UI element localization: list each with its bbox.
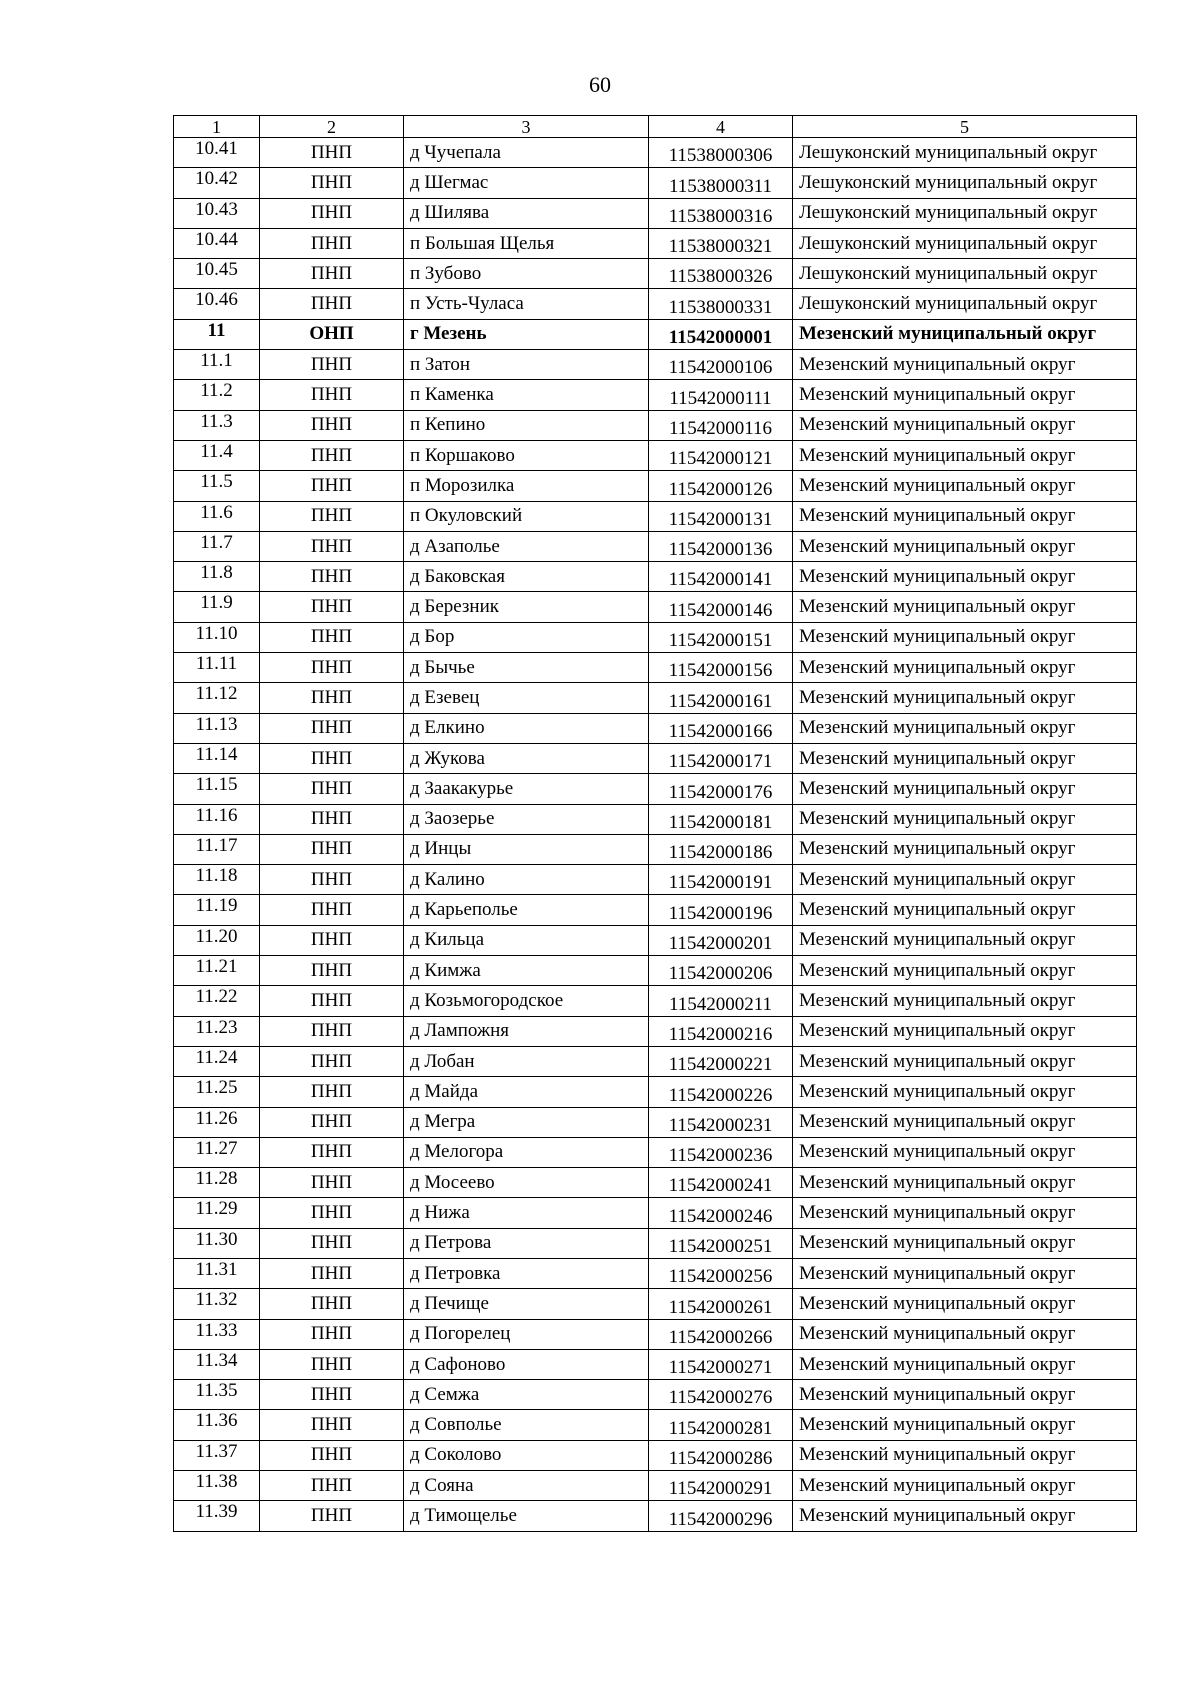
- oktmo-code-cell: 11542000206: [649, 956, 793, 986]
- district-name-cell: Мезенский муниципальный округ: [793, 1471, 1137, 1501]
- row-number-cell: 11.30: [174, 1228, 260, 1258]
- settlement-name-cell: д Сояна: [404, 1471, 649, 1501]
- district-name-cell: Мезенский муниципальный округ: [793, 1077, 1137, 1107]
- settlement-name-cell: д Азаполье: [404, 531, 649, 561]
- oktmo-code-cell: 11538000316: [649, 198, 793, 228]
- row-number-cell: 11.7: [174, 531, 260, 561]
- row-number-cell: 10.41: [174, 138, 260, 168]
- settlements-table: [173, 115, 1137, 1532]
- oktmo-code-cell: 11542000166: [649, 713, 793, 743]
- settlement-type-cell: ПНП: [260, 1501, 404, 1531]
- table-row: [174, 138, 1137, 168]
- district-name-cell: Мезенский муниципальный округ: [793, 865, 1137, 895]
- district-name-cell: Мезенский муниципальный округ: [793, 1198, 1137, 1228]
- settlement-type-cell: ПНП: [260, 350, 404, 380]
- district-name-cell: Мезенский муниципальный округ: [793, 1168, 1137, 1198]
- table-row: [174, 743, 1137, 773]
- table-row: [174, 774, 1137, 804]
- oktmo-code-cell: 11542000201: [649, 925, 793, 955]
- table-row: [174, 1440, 1137, 1470]
- district-name-cell: Лешуконский муниципальный округ: [793, 289, 1137, 319]
- settlement-type-cell: ПНП: [260, 138, 404, 168]
- district-name-cell: Мезенский муниципальный округ: [793, 1107, 1137, 1137]
- oktmo-code-cell: 11542000266: [649, 1319, 793, 1349]
- row-number-cell: 11.35: [174, 1380, 260, 1410]
- settlement-name-cell: д Лампожня: [404, 1016, 649, 1046]
- district-name-cell: Мезенский муниципальный округ: [793, 653, 1137, 683]
- column-header-4: 4: [649, 116, 793, 138]
- settlement-name-cell: д Чучепала: [404, 138, 649, 168]
- settlement-name-cell: п Зубово: [404, 259, 649, 289]
- settlement-name-cell: д Карьеполье: [404, 895, 649, 925]
- settlement-type-cell: ПНП: [260, 1077, 404, 1107]
- district-name-cell: Мезенский муниципальный округ: [793, 1258, 1137, 1288]
- row-number-cell: 11.13: [174, 713, 260, 743]
- row-number-cell: 11.2: [174, 380, 260, 410]
- settlement-type-cell: ПНП: [260, 592, 404, 622]
- table-row: [174, 1046, 1137, 1076]
- row-number-cell: 11.25: [174, 1077, 260, 1107]
- table-row: [174, 1501, 1137, 1531]
- settlement-type-cell: ПНП: [260, 1198, 404, 1228]
- row-number-cell: 11.6: [174, 501, 260, 531]
- oktmo-code-cell: 11542000121: [649, 440, 793, 470]
- settlement-type-cell: ПНП: [260, 259, 404, 289]
- row-number-cell: 11.32: [174, 1289, 260, 1319]
- table-row: [174, 531, 1137, 561]
- table-row: [174, 228, 1137, 258]
- settlement-name-cell: д Калино: [404, 865, 649, 895]
- oktmo-code-cell: 11542000171: [649, 743, 793, 773]
- row-number-cell: 11.9: [174, 592, 260, 622]
- row-number-cell: 11.39: [174, 1501, 260, 1531]
- row-number-cell: 11.33: [174, 1319, 260, 1349]
- table-row: [174, 804, 1137, 834]
- row-number-cell: 11.4: [174, 440, 260, 470]
- table-row: [174, 683, 1137, 713]
- settlement-type-cell: ПНП: [260, 1258, 404, 1288]
- table-row: [174, 1168, 1137, 1198]
- oktmo-code-cell: 11542000176: [649, 774, 793, 804]
- table-row: [174, 289, 1137, 319]
- district-name-cell: Мезенский муниципальный округ: [793, 440, 1137, 470]
- table-row: [174, 1258, 1137, 1288]
- settlement-name-cell: п Кепино: [404, 410, 649, 440]
- table-row: [174, 350, 1137, 380]
- oktmo-code-cell: 11542000281: [649, 1410, 793, 1440]
- settlement-type-cell: ПНП: [260, 834, 404, 864]
- settlement-type-cell: ПНП: [260, 1349, 404, 1379]
- row-number-cell: 10.42: [174, 168, 260, 198]
- row-number-cell: 11.37: [174, 1440, 260, 1470]
- oktmo-code-cell: 11542000231: [649, 1107, 793, 1137]
- district-name-cell: Мезенский муниципальный округ: [793, 622, 1137, 652]
- settlement-type-cell: ПНП: [260, 895, 404, 925]
- district-name-cell: Мезенский муниципальный округ: [793, 1137, 1137, 1167]
- settlement-type-cell: ПНП: [260, 1137, 404, 1167]
- settlement-type-cell: ПНП: [260, 410, 404, 440]
- page-number: 60: [589, 72, 611, 97]
- settlement-name-cell: д Елкино: [404, 713, 649, 743]
- oktmo-code-cell: 11542000261: [649, 1289, 793, 1319]
- table-row: [174, 925, 1137, 955]
- settlement-type-cell: ПНП: [260, 471, 404, 501]
- settlement-type-cell: ПНП: [260, 713, 404, 743]
- settlement-name-cell: п Большая Щелья: [404, 228, 649, 258]
- row-number-cell: 10.45: [174, 259, 260, 289]
- district-name-cell: Мезенский муниципальный округ: [793, 1319, 1137, 1349]
- district-name-cell: Мезенский муниципальный округ: [793, 1410, 1137, 1440]
- table-row: [174, 259, 1137, 289]
- table-header: [174, 116, 1137, 138]
- table-row: [174, 592, 1137, 622]
- district-name-cell: Мезенский муниципальный округ: [793, 1289, 1137, 1319]
- district-name-cell: Мезенский муниципальный округ: [793, 956, 1137, 986]
- settlement-name-cell: д Петрова: [404, 1228, 649, 1258]
- settlement-name-cell: д Кильца: [404, 925, 649, 955]
- settlement-name-cell: д Майда: [404, 1077, 649, 1107]
- settlement-type-cell: ОНП: [260, 319, 404, 349]
- table-row: [174, 319, 1137, 349]
- table-row: [174, 622, 1137, 652]
- row-number-cell: 11.15: [174, 774, 260, 804]
- district-name-cell: Мезенский муниципальный округ: [793, 774, 1137, 804]
- district-name-cell: Мезенский муниципальный округ: [793, 1349, 1137, 1379]
- district-name-cell: Мезенский муниципальный округ: [793, 925, 1137, 955]
- oktmo-code-cell: 11542000196: [649, 895, 793, 925]
- district-name-cell: Лешуконский муниципальный округ: [793, 198, 1137, 228]
- settlement-type-cell: ПНП: [260, 774, 404, 804]
- oktmo-code-cell: 11542000141: [649, 562, 793, 592]
- settlement-type-cell: ПНП: [260, 1410, 404, 1440]
- settlement-type-cell: ПНП: [260, 501, 404, 531]
- settlement-type-cell: ПНП: [260, 653, 404, 683]
- settlement-name-cell: д Баковская: [404, 562, 649, 592]
- oktmo-code-cell: 11542000276: [649, 1380, 793, 1410]
- settlement-name-cell: д Печище: [404, 1289, 649, 1319]
- row-number-cell: 11.24: [174, 1046, 260, 1076]
- table-row: [174, 1137, 1137, 1167]
- district-name-cell: Лешуконский муниципальный округ: [793, 228, 1137, 258]
- table-row: [174, 1289, 1137, 1319]
- district-name-cell: Мезенский муниципальный округ: [793, 471, 1137, 501]
- district-name-cell: Мезенский муниципальный округ: [793, 1440, 1137, 1470]
- settlement-type-cell: ПНП: [260, 228, 404, 258]
- table-row: [174, 1471, 1137, 1501]
- district-name-cell: Мезенский муниципальный округ: [793, 713, 1137, 743]
- table-row: [174, 410, 1137, 440]
- column-header-5: 5: [793, 116, 1137, 138]
- row-number-cell: 11.26: [174, 1107, 260, 1137]
- oktmo-code-cell: 11538000306: [649, 138, 793, 168]
- settlement-type-cell: ПНП: [260, 562, 404, 592]
- row-number-cell: 11.27: [174, 1137, 260, 1167]
- oktmo-code-cell: 11538000311: [649, 168, 793, 198]
- district-name-cell: Мезенский муниципальный округ: [793, 501, 1137, 531]
- row-number-cell: 11.29: [174, 1198, 260, 1228]
- oktmo-code-cell: 11542000126: [649, 471, 793, 501]
- table-row: [174, 865, 1137, 895]
- settlement-name-cell: п Усть-Чуласа: [404, 289, 649, 319]
- district-name-cell: Мезенский муниципальный округ: [793, 380, 1137, 410]
- district-name-cell: Лешуконский муниципальный округ: [793, 138, 1137, 168]
- settlement-type-cell: ПНП: [260, 1440, 404, 1470]
- oktmo-code-cell: 11542000111: [649, 380, 793, 410]
- table-row: [174, 1380, 1137, 1410]
- table-row: [174, 501, 1137, 531]
- settlement-type-cell: ПНП: [260, 622, 404, 652]
- district-name-cell: Мезенский муниципальный округ: [793, 592, 1137, 622]
- settlement-type-cell: ПНП: [260, 1380, 404, 1410]
- header-row: [174, 116, 1137, 138]
- row-number-cell: 11.23: [174, 1016, 260, 1046]
- settlement-name-cell: д Инцы: [404, 834, 649, 864]
- oktmo-code-cell: 11542000236: [649, 1137, 793, 1167]
- oktmo-code-cell: 11542000256: [649, 1258, 793, 1288]
- settlement-name-cell: п Каменка: [404, 380, 649, 410]
- oktmo-code-cell: 11542000221: [649, 1046, 793, 1076]
- settlement-type-cell: ПНП: [260, 1289, 404, 1319]
- settlement-name-cell: д Мелогора: [404, 1137, 649, 1167]
- table-row: [174, 168, 1137, 198]
- settlement-type-cell: ПНП: [260, 956, 404, 986]
- table-row: [174, 986, 1137, 1016]
- settlement-type-cell: ПНП: [260, 380, 404, 410]
- table-row: [174, 1228, 1137, 1258]
- oktmo-code-cell: 11542000271: [649, 1349, 793, 1379]
- district-name-cell: Мезенский муниципальный округ: [793, 1380, 1137, 1410]
- settlement-name-cell: п Коршаково: [404, 440, 649, 470]
- column-header-2: 2: [260, 116, 404, 138]
- district-name-cell: Мезенский муниципальный округ: [793, 562, 1137, 592]
- oktmo-code-cell: 11542000131: [649, 501, 793, 531]
- settlement-type-cell: ПНП: [260, 1016, 404, 1046]
- row-number-cell: 11.12: [174, 683, 260, 713]
- settlement-type-cell: ПНП: [260, 925, 404, 955]
- oktmo-code-cell: 11542000296: [649, 1501, 793, 1531]
- oktmo-code-cell: 11538000331: [649, 289, 793, 319]
- settlement-type-cell: ПНП: [260, 1228, 404, 1258]
- settlement-name-cell: д Езевец: [404, 683, 649, 713]
- row-number-cell: 11.16: [174, 804, 260, 834]
- row-number-cell: 11.38: [174, 1471, 260, 1501]
- row-number-cell: 11.14: [174, 743, 260, 773]
- row-number-cell: 11.18: [174, 865, 260, 895]
- row-number-cell: 10.46: [174, 289, 260, 319]
- settlement-name-cell: д Нижа: [404, 1198, 649, 1228]
- oktmo-code-cell: 11542000136: [649, 531, 793, 561]
- oktmo-code-cell: 11542000151: [649, 622, 793, 652]
- district-name-cell: Мезенский муниципальный округ: [793, 895, 1137, 925]
- district-name-cell: Мезенский муниципальный округ: [793, 743, 1137, 773]
- oktmo-code-cell: 11542000146: [649, 592, 793, 622]
- column-header-3: 3: [404, 116, 649, 138]
- settlement-name-cell: д Шегмас: [404, 168, 649, 198]
- oktmo-code-cell: 11542000156: [649, 653, 793, 683]
- settlement-name-cell: д Заакакурье: [404, 774, 649, 804]
- settlement-name-cell: д Шилява: [404, 198, 649, 228]
- settlement-type-cell: ПНП: [260, 1319, 404, 1349]
- settlement-name-cell: д Козьмогородское: [404, 986, 649, 1016]
- oktmo-code-cell: 11542000291: [649, 1471, 793, 1501]
- table-row: [174, 713, 1137, 743]
- district-name-cell: Мезенский муниципальный округ: [793, 1228, 1137, 1258]
- district-name-cell: Мезенский муниципальный округ: [793, 804, 1137, 834]
- district-name-cell: Лешуконский муниципальный округ: [793, 259, 1137, 289]
- table-row: [174, 471, 1137, 501]
- row-number-cell: 10.43: [174, 198, 260, 228]
- oktmo-code-cell: 11542000116: [649, 410, 793, 440]
- table-row: [174, 956, 1137, 986]
- settlement-name-cell: п Морозилка: [404, 471, 649, 501]
- district-name-cell: Мезенский муниципальный округ: [793, 683, 1137, 713]
- table-row: [174, 198, 1137, 228]
- district-name-cell: Мезенский муниципальный округ: [793, 410, 1137, 440]
- row-number-cell: 11.10: [174, 622, 260, 652]
- settlement-type-cell: ПНП: [260, 1168, 404, 1198]
- table-row: [174, 1077, 1137, 1107]
- table-body: [174, 138, 1137, 1532]
- settlement-name-cell: г Мезень: [404, 319, 649, 349]
- district-name-cell: Мезенский муниципальный округ: [793, 986, 1137, 1016]
- settlement-name-cell: д Лобан: [404, 1046, 649, 1076]
- row-number-cell: 11.1: [174, 350, 260, 380]
- settlement-type-cell: ПНП: [260, 531, 404, 561]
- settlement-type-cell: ПНП: [260, 289, 404, 319]
- row-number-cell: 11.20: [174, 925, 260, 955]
- settlement-name-cell: д Тимощелье: [404, 1501, 649, 1531]
- settlement-type-cell: ПНП: [260, 1046, 404, 1076]
- oktmo-code-cell: 11542000211: [649, 986, 793, 1016]
- settlement-name-cell: п Окуловский: [404, 501, 649, 531]
- district-name-cell: Мезенский муниципальный округ: [793, 319, 1137, 349]
- district-name-cell: Мезенский муниципальный округ: [793, 1046, 1137, 1076]
- settlement-type-cell: ПНП: [260, 743, 404, 773]
- table-row: [174, 1198, 1137, 1228]
- settlement-name-cell: д Петровка: [404, 1258, 649, 1288]
- oktmo-code-cell: 11538000321: [649, 228, 793, 258]
- row-number-cell: 11.22: [174, 986, 260, 1016]
- settlement-name-cell: д Мегра: [404, 1107, 649, 1137]
- row-number-cell: 11.21: [174, 956, 260, 986]
- settlement-type-cell: ПНП: [260, 1107, 404, 1137]
- oktmo-code-cell: 11542000286: [649, 1440, 793, 1470]
- settlement-name-cell: д Бычье: [404, 653, 649, 683]
- oktmo-code-cell: 11542000186: [649, 834, 793, 864]
- oktmo-code-cell: 11538000326: [649, 259, 793, 289]
- district-name-cell: Мезенский муниципальный округ: [793, 834, 1137, 864]
- oktmo-code-cell: 11542000001: [649, 319, 793, 349]
- settlement-name-cell: д Совполье: [404, 1410, 649, 1440]
- row-number-cell: 11.28: [174, 1168, 260, 1198]
- table-row: [174, 440, 1137, 470]
- row-number-cell: 10.44: [174, 228, 260, 258]
- settlement-type-cell: ПНП: [260, 683, 404, 713]
- district-name-cell: Мезенский муниципальный округ: [793, 1501, 1137, 1531]
- oktmo-code-cell: 11542000181: [649, 804, 793, 834]
- oktmo-code-cell: 11542000161: [649, 683, 793, 713]
- table-row: [174, 1016, 1137, 1046]
- row-number-cell: 11.3: [174, 410, 260, 440]
- settlement-name-cell: д Погорелец: [404, 1319, 649, 1349]
- row-number-cell: 11.11: [174, 653, 260, 683]
- settlement-type-cell: ПНП: [260, 198, 404, 228]
- table-row: [174, 1319, 1137, 1349]
- row-number-cell: 11.17: [174, 834, 260, 864]
- settlement-name-cell: д Соколово: [404, 1440, 649, 1470]
- oktmo-code-cell: 11542000106: [649, 350, 793, 380]
- settlement-type-cell: ПНП: [260, 440, 404, 470]
- oktmo-code-cell: 11542000246: [649, 1198, 793, 1228]
- district-name-cell: Мезенский муниципальный округ: [793, 350, 1137, 380]
- settlement-type-cell: ПНП: [260, 1471, 404, 1501]
- table-row: [174, 1107, 1137, 1137]
- settlement-name-cell: д Кимжа: [404, 956, 649, 986]
- table-row: [174, 895, 1137, 925]
- oktmo-code-cell: 11542000226: [649, 1077, 793, 1107]
- settlement-name-cell: д Березник: [404, 592, 649, 622]
- table-row: [174, 380, 1137, 410]
- row-number-cell: 11.5: [174, 471, 260, 501]
- row-number-cell: 11.19: [174, 895, 260, 925]
- settlement-name-cell: д Сафоново: [404, 1349, 649, 1379]
- settlement-type-cell: ПНП: [260, 865, 404, 895]
- table-row: [174, 1349, 1137, 1379]
- column-header-1: 1: [174, 116, 260, 138]
- district-name-cell: Мезенский муниципальный округ: [793, 531, 1137, 561]
- settlement-name-cell: п Затон: [404, 350, 649, 380]
- oktmo-code-cell: 11542000191: [649, 865, 793, 895]
- table-row: [174, 653, 1137, 683]
- district-name-cell: Лешуконский муниципальный округ: [793, 168, 1137, 198]
- table-row: [174, 562, 1137, 592]
- row-number-cell: 11.8: [174, 562, 260, 592]
- row-number-cell: 11.36: [174, 1410, 260, 1440]
- oktmo-code-cell: 11542000216: [649, 1016, 793, 1046]
- district-name-cell: Мезенский муниципальный округ: [793, 1016, 1137, 1046]
- settlement-type-cell: ПНП: [260, 986, 404, 1016]
- row-number-cell: 11.31: [174, 1258, 260, 1288]
- settlement-name-cell: д Заозерье: [404, 804, 649, 834]
- table-row: [174, 834, 1137, 864]
- table-row: [174, 1410, 1137, 1440]
- oktmo-code-cell: 11542000251: [649, 1228, 793, 1258]
- settlement-name-cell: д Бор: [404, 622, 649, 652]
- settlement-name-cell: д Семжа: [404, 1380, 649, 1410]
- settlement-type-cell: ПНП: [260, 168, 404, 198]
- row-number-cell: 11: [174, 319, 260, 349]
- settlement-name-cell: д Мосеево: [404, 1168, 649, 1198]
- oktmo-code-cell: 11542000241: [649, 1168, 793, 1198]
- settlement-type-cell: ПНП: [260, 804, 404, 834]
- row-number-cell: 11.34: [174, 1349, 260, 1379]
- settlement-name-cell: д Жукова: [404, 743, 649, 773]
